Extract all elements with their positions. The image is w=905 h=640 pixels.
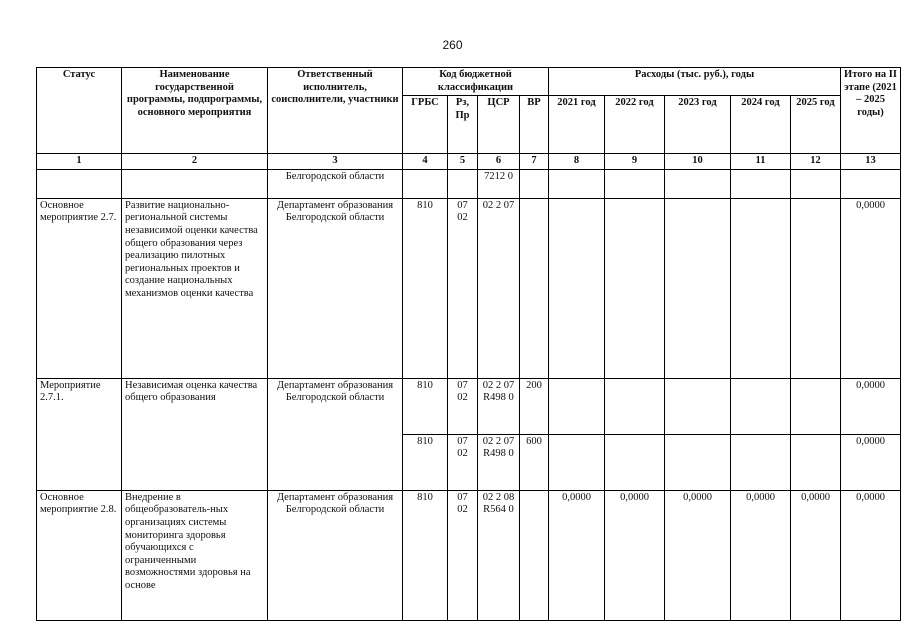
grbs-cell: 810 xyxy=(403,198,448,378)
csr-cell: 02 2 07 R498 0 xyxy=(478,378,520,434)
table-row-continuation xyxy=(37,169,901,198)
col-number: 4 xyxy=(403,154,448,170)
executor-cell: Белгородской области xyxy=(268,169,403,198)
year-2021-cell: 0,0000 xyxy=(549,490,605,620)
year-2022-cell: 0,0000 xyxy=(605,490,665,620)
name-cell: Независимая оценка качества общего образования xyxy=(122,378,268,490)
col-number: 3 xyxy=(268,154,403,170)
col-number: 8 xyxy=(549,154,605,170)
rzpr-cell: 07 02 xyxy=(448,490,478,620)
col-number: 2 xyxy=(122,154,268,170)
header-year-2025: 2025 год xyxy=(791,96,841,154)
grbs-cell: 810 xyxy=(403,378,448,434)
col-number: 11 xyxy=(731,154,791,170)
header-year-2024: 2024 год xyxy=(731,96,791,154)
header-total: Итого на II этапе (2021 – 2025 годы) xyxy=(841,68,901,154)
grbs-cell: 810 xyxy=(403,490,448,620)
total-cell: 0,0000 xyxy=(841,490,901,620)
header-csr: ЦСР xyxy=(478,96,520,154)
col-number: 7 xyxy=(520,154,549,170)
status-cell: Основное мероприятие 2.8. xyxy=(37,490,122,620)
page-number: 260 xyxy=(442,38,463,52)
header-year-2022: 2022 год xyxy=(605,96,665,154)
year-2025-cell: 0,0000 xyxy=(791,490,841,620)
header-grbs: ГРБС xyxy=(403,96,448,154)
rzpr-cell: 07 02 xyxy=(448,198,478,378)
grbs-cell: 810 xyxy=(403,434,448,490)
rzpr-cell: 07 02 xyxy=(448,434,478,490)
executor-cell: Департамент образования Белгородской области xyxy=(268,490,403,620)
total-cell: 0,0000 xyxy=(841,434,901,490)
executor-cell: Департамент образования Белгородской области xyxy=(268,378,403,490)
column-number-row xyxy=(37,154,901,170)
header-executor: Ответственный исполнитель, соисполнители, участники xyxy=(268,68,403,154)
col-number: 13 xyxy=(841,154,901,170)
executor-cell: Департамент образования Белгородской области xyxy=(268,198,403,378)
status-cell: Основное мероприятие 2.7. xyxy=(37,198,122,378)
table-row-measure-2-7-1 xyxy=(37,378,901,434)
rzpr-cell: 07 02 xyxy=(448,378,478,434)
header-status: Статус xyxy=(37,68,122,154)
col-number: 9 xyxy=(605,154,665,170)
vr-cell: 600 xyxy=(520,434,549,490)
year-2024-cell: 0,0000 xyxy=(731,490,791,620)
name-cell: Развитие национально-региональной системы независимой оценки качества общего образования через реализацию пилотных региональных проектов и создание национальных механизмов оценки качества xyxy=(122,198,268,378)
header-vr: ВР xyxy=(520,96,549,154)
csr-cell: 02 2 08 R564 0 xyxy=(478,490,520,620)
header-year-2021: 2021 год xyxy=(549,96,605,154)
col-number: 10 xyxy=(665,154,731,170)
header-budget-code: Код бюджетной классификации xyxy=(403,68,549,96)
total-cell: 0,0000 xyxy=(841,198,901,378)
csr-cell: 02 2 07 R498 0 xyxy=(478,434,520,490)
vr-cell: 200 xyxy=(520,378,549,434)
name-cell: Внедрение в общеобразователь-ных организациях системы мониторинга здоровья обучающихся с ограниченными возможностями здоровья на основе xyxy=(122,490,268,620)
col-number: 5 xyxy=(448,154,478,170)
total-cell: 0,0000 xyxy=(841,378,901,434)
budget-table xyxy=(36,67,901,621)
csr-cell: 7212 0 xyxy=(478,169,520,198)
table-row-measure-2-8 xyxy=(37,490,901,620)
col-number: 1 xyxy=(37,154,122,170)
table-row-measure-2-7 xyxy=(37,198,901,378)
header-year-2023: 2023 год xyxy=(665,96,731,154)
status-cell: Мероприятие 2.7.1. xyxy=(37,378,122,490)
csr-cell: 02 2 07 xyxy=(478,198,520,378)
col-number: 12 xyxy=(791,154,841,170)
col-number: 6 xyxy=(478,154,520,170)
year-2023-cell: 0,0000 xyxy=(665,490,731,620)
header-rzpr: Рз, Пр xyxy=(448,96,478,154)
header-expenses: Расходы (тыс. руб.), годы xyxy=(549,68,841,96)
header-name: Наименование государственной программы, подпрограммы, основного мероприятия xyxy=(122,68,268,154)
